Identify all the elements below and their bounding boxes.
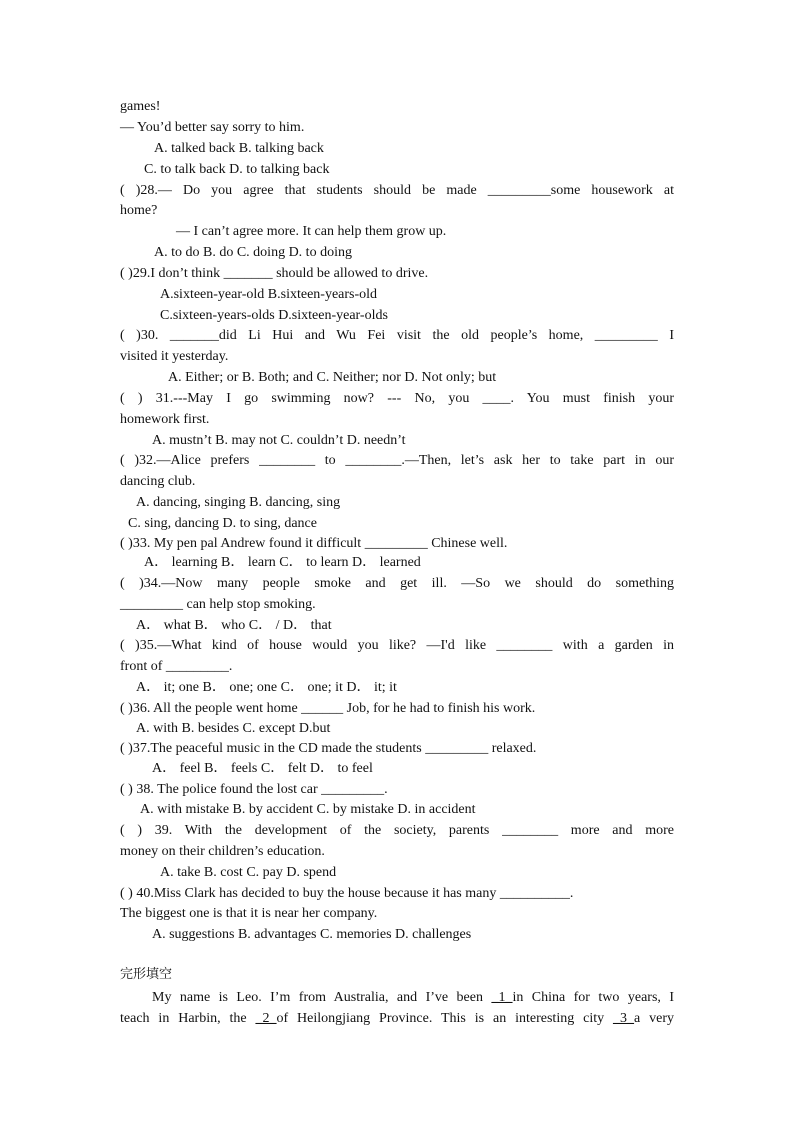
text-line: ( ) 38. The police found the lost car _________. bbox=[120, 782, 388, 797]
text-line: front of _________. bbox=[120, 659, 233, 674]
text-line: money on their children’s education. bbox=[120, 844, 325, 859]
cloze-blank: _3_ bbox=[613, 1011, 634, 1026]
text-line: ( )30. _______did Li Hui and Wu Fei visit the old people’s home, _________ I bbox=[120, 328, 674, 343]
text-line: home? bbox=[120, 203, 158, 218]
text-line: A. with B. besides C. except D.but bbox=[136, 721, 331, 736]
text-line: ( ) 39. With the development of the society, parents ________ more and more bbox=[120, 823, 674, 838]
passage-text: a very bbox=[634, 1011, 674, 1026]
text-line: ( )33. My pen pal Andrew found it difficult _________ Chinese well. bbox=[120, 536, 508, 551]
text-line: — You’d better say sorry to him. bbox=[120, 120, 305, 135]
passage-text: in China for two years, I bbox=[512, 990, 674, 1005]
text-line: ( )35.—What kind of house would you like? —I'd like ________ with a garden in bbox=[120, 638, 674, 653]
text-line: A. dancing, singing B. dancing, sing bbox=[136, 495, 341, 510]
text-line: C. to talk back D. to talking back bbox=[144, 162, 330, 177]
passage-text: of Heilongjiang Province. This is an interesting city bbox=[276, 1011, 613, 1026]
text-line: _________ can help stop smoking. bbox=[120, 597, 316, 612]
text-line: A. with mistake B. by accident C. by mistake D. in accident bbox=[140, 802, 476, 817]
text-line: ( )36. All the people went home ______ Job, for he had to finish his work. bbox=[120, 701, 536, 716]
text-line: A． feel B． feels C． felt D． to feel bbox=[152, 761, 373, 776]
text-line: A. suggestions B. advantages C. memories D. challenges bbox=[152, 927, 472, 942]
cloze-blank: _1_ bbox=[491, 990, 513, 1005]
text-line: games! bbox=[120, 99, 161, 114]
text-line: A. take B. cost C. pay D. spend bbox=[160, 865, 337, 880]
text-line: A． it; one B． one; one C． one; it D． it; it bbox=[136, 680, 397, 695]
cloze-blank: _2_ bbox=[255, 1011, 277, 1026]
text-line: dancing club. bbox=[120, 474, 196, 489]
text-line: A. Either; or B. Both; and C. Neither; nor D. Not only; but bbox=[168, 370, 497, 385]
text-line: A. talked back B. talking back bbox=[154, 141, 324, 156]
text-line: visited it yesterday. bbox=[120, 349, 229, 364]
text-line: A． what B． who C． / D． that bbox=[136, 618, 332, 633]
text-line: A． learning B． learn C． to learn D． learned bbox=[144, 555, 421, 570]
text-line: C.sixteen-years-olds D.sixteen-year-olds bbox=[160, 308, 388, 323]
text-line: ( )28.— Do you agree that students should be made _________some housework at bbox=[120, 183, 674, 198]
passage-line bbox=[152, 989, 674, 1007]
text-line: The biggest one is that it is near her company. bbox=[120, 906, 378, 921]
text-line: ( )37.The peaceful music in the CD made the students _________ relaxed. bbox=[120, 741, 537, 756]
text-line: homework first. bbox=[120, 412, 210, 427]
text-line: A. mustn’t B. may not C. couldn’t D. needn’t bbox=[152, 433, 406, 448]
passage-text: teach in Harbin, the bbox=[120, 1011, 256, 1026]
text-line: ( )34.—Now many people smoke and get ill. —So we should do something bbox=[120, 576, 674, 591]
text-line: C. sing, dancing D. to sing, dance bbox=[128, 516, 317, 531]
passage-line bbox=[120, 1010, 674, 1028]
text-line: A.sixteen-year-old B.sixteen-years-old bbox=[160, 287, 378, 302]
text-line: ( )32.—Alice prefers ________ to ________.—Then, let’s ask her to take part in our bbox=[120, 453, 674, 468]
section-title: 完形填空 bbox=[120, 967, 173, 982]
text-line: — I can’t agree more. It can help them grow up. bbox=[176, 224, 447, 239]
text-line: A. to do B. do C. doing D. to doing bbox=[154, 245, 352, 260]
text-line: ( ) 31.---May I go swimming now? --- No, you ____. You must finish your bbox=[120, 391, 674, 406]
text-line: ( ) 40.Miss Clark has decided to buy the house because it has many __________. bbox=[120, 886, 574, 901]
text-line: ( )29.I don’t think _______ should be allowed to drive. bbox=[120, 266, 429, 281]
passage-text: My name is Leo. I’m from Australia, and I’ve been bbox=[152, 990, 492, 1005]
